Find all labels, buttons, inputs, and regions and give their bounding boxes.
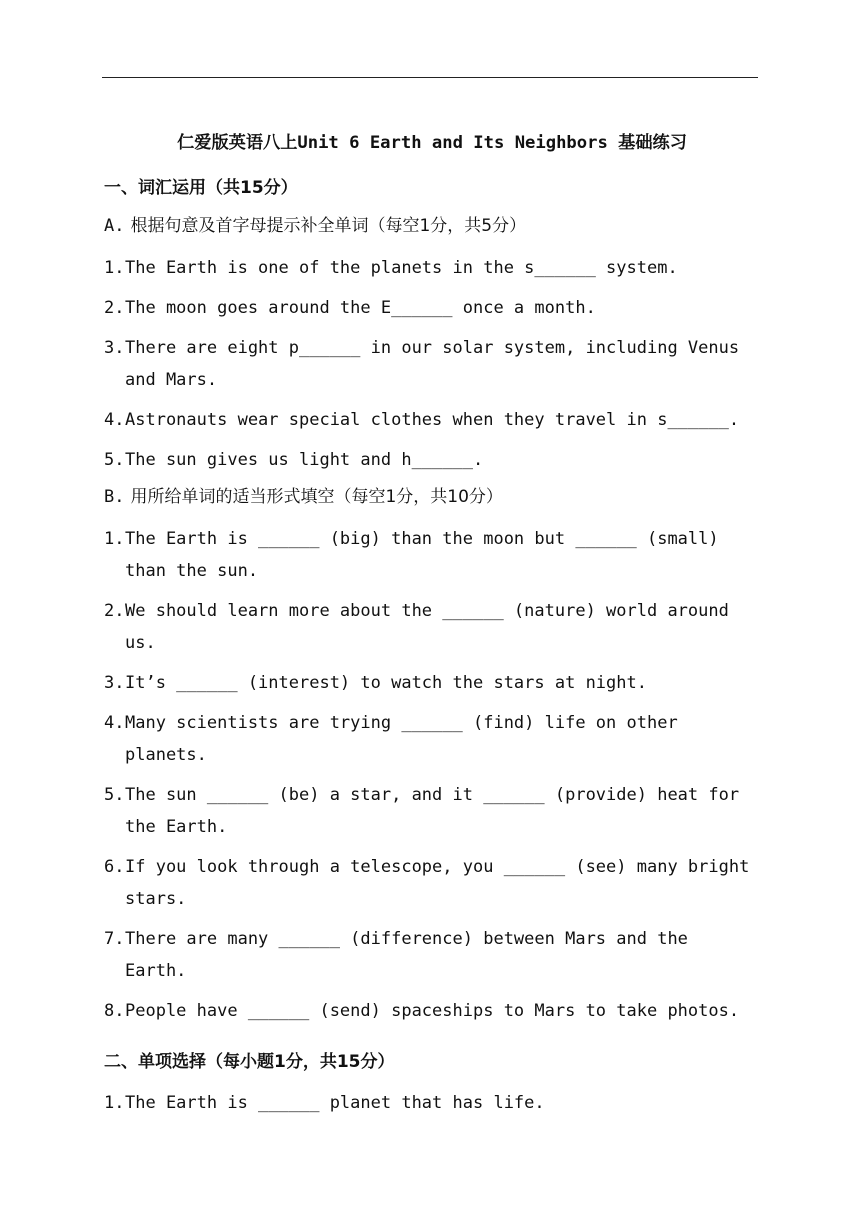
- part-b-instruction: [104, 484, 754, 510]
- question-text: The sun gives us light and h______.: [125, 450, 484, 470]
- question-text: There are many ______ (difference) between Mars and the Earth.: [125, 929, 699, 981]
- question-text: There are eight p______ in our solar system, including Venus and Mars.: [125, 338, 750, 390]
- question-number: 6.: [104, 857, 125, 877]
- question-text: We should learn more about the ______ (nature) world around us.: [125, 601, 740, 653]
- header-rule: [102, 77, 758, 78]
- part-b-instruction-text: 用所给单词的适当形式填空（每空1分，共10分）: [130, 487, 503, 507]
- question-b1: [104, 523, 754, 587]
- question-text: Astronauts wear special clothes when they travel in s______.: [125, 410, 740, 430]
- question-number: 7.: [104, 929, 125, 949]
- question-number: 1.: [104, 1093, 125, 1113]
- question-text: People have ______ (send) spaceships to Mars to take photos.: [125, 1001, 740, 1021]
- question-number: 8.: [104, 1001, 125, 1021]
- question-b7: [104, 923, 754, 987]
- question-a4: [104, 404, 754, 436]
- question-number: 4.: [104, 410, 125, 430]
- section-1-heading: 一、词汇运用（共15分）: [104, 178, 298, 198]
- question-a3: [104, 332, 754, 396]
- question-a1: [104, 252, 754, 284]
- question-text: The Earth is ______ (big) than the moon but ______ (small) than the sun.: [125, 529, 729, 581]
- question-b4: [104, 707, 754, 771]
- question-b6: [104, 851, 760, 915]
- worksheet-title: 仁爱版英语八上Unit 6 Earth and Its Neighbors 基础练习: [177, 133, 687, 153]
- question-a2: [104, 292, 754, 324]
- question-text: The Earth is one of the planets in the s______ system.: [125, 258, 678, 278]
- question-b8: [104, 995, 754, 1027]
- question-text: The moon goes around the E______ once a month.: [125, 298, 596, 318]
- question-number: 5.: [104, 785, 125, 805]
- question-b3: [104, 667, 754, 699]
- question-number: 2.: [104, 601, 125, 621]
- question-number: 1.: [104, 258, 125, 278]
- question-text: If you look through a telescope, you ______ (see) many bright stars.: [125, 857, 760, 909]
- part-a-tag: A.: [104, 216, 125, 236]
- question-text: The Earth is ______ planet that has life.: [125, 1093, 545, 1113]
- question-number: 4.: [104, 713, 125, 733]
- part-a-instruction: [104, 213, 754, 239]
- question-text: The sun ______ (be) a star, and it ______ (provide) heat for the Earth.: [125, 785, 750, 837]
- part-b-tag: B.: [104, 487, 125, 507]
- question-a5: [104, 444, 754, 476]
- question-text: Many scientists are trying ______ (find) life on other planets.: [125, 713, 688, 765]
- question-b2: [104, 595, 754, 659]
- worksheet-body: [104, 129, 760, 1127]
- question-number: 1.: [104, 529, 125, 549]
- question-mc1: [104, 1087, 754, 1119]
- question-b5: [104, 779, 754, 843]
- part-a-instruction-text: 根据句意及首字母提示补全单词（每空1分，共5分）: [130, 216, 527, 236]
- question-number: 5.: [104, 450, 125, 470]
- question-number: 2.: [104, 298, 125, 318]
- question-number: 3.: [104, 338, 125, 358]
- section-2-heading: 二、单项选择（每小题1分，共15分）: [104, 1052, 395, 1072]
- question-text: It’s ______ (interest) to watch the stars at night.: [125, 673, 647, 693]
- question-number: 3.: [104, 673, 125, 693]
